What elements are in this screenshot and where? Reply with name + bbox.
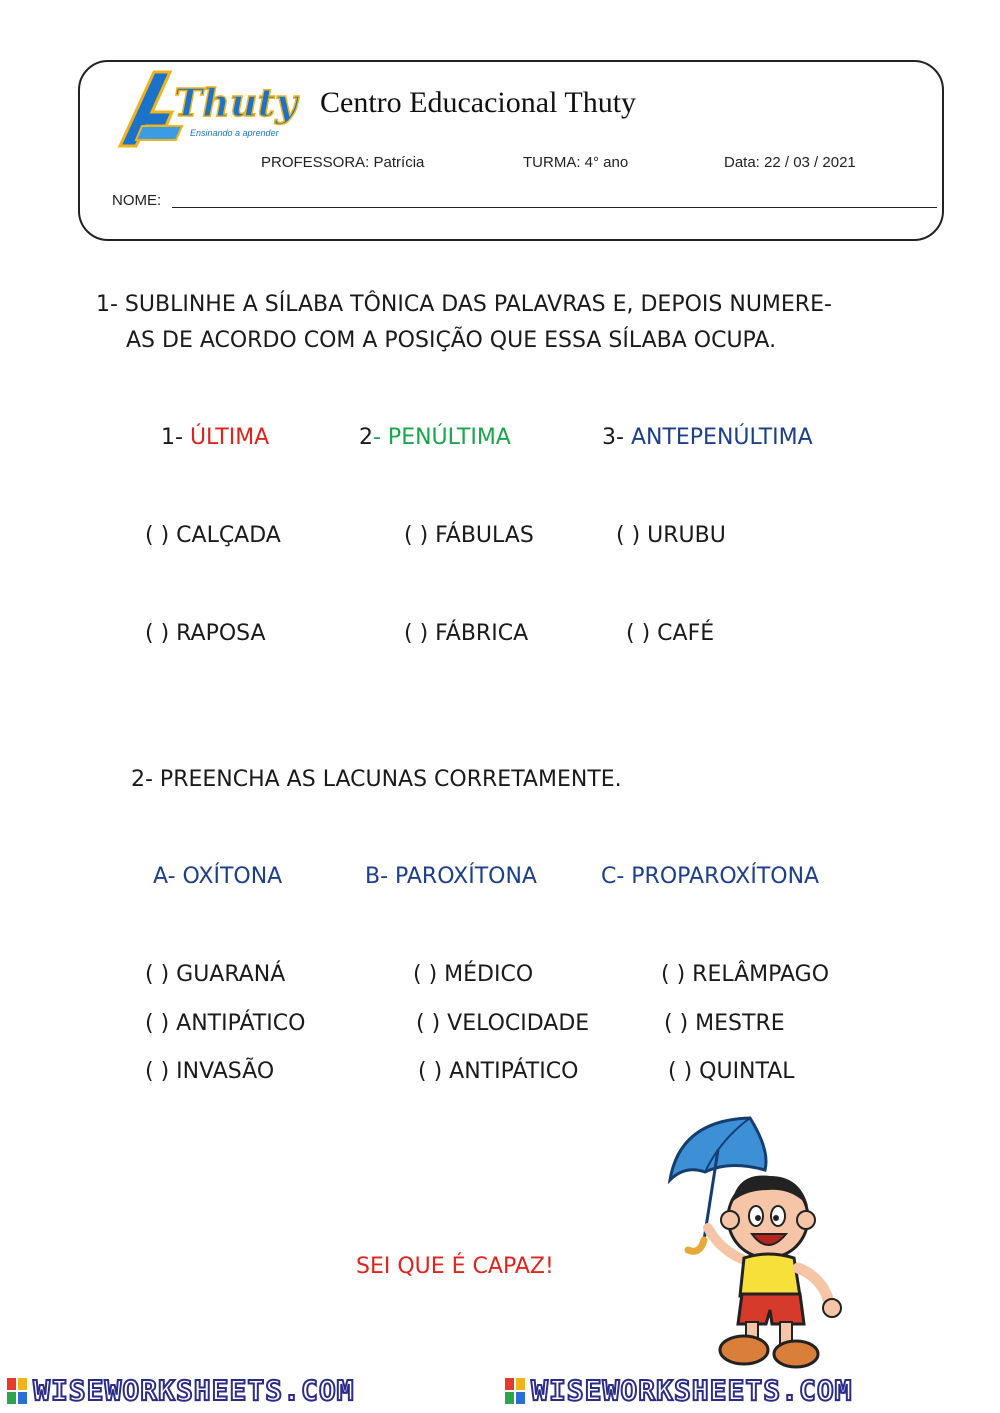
q1-instruction-line1: 1- SUBLINHE A SÍLABA TÔNICA DAS PALAVRAS E, DEPOIS NUMERE- [96, 292, 832, 317]
class-label: TURMA: 4° ano [523, 154, 629, 171]
watermark-text-left: WISEWORKSHEETS.COM [33, 1374, 355, 1407]
q1-instruction-line2: AS DE ACORDO COM A POSIÇÃO QUE ESSA SÍLABA OCUPA. [126, 328, 777, 353]
name-label: NOME: [112, 192, 162, 209]
q2-item-quintal[interactable]: ( ) QUINTAL [668, 1059, 795, 1084]
teacher-label: PROFESSORA: Patrícia [261, 154, 425, 171]
q2-legend-paroxitona: B- PAROXÍTONA [365, 864, 537, 889]
q2-item-invasao[interactable]: ( ) INVASÃO [145, 1059, 275, 1084]
q1-legend-penultima: 2- PENÚLTIMA [359, 425, 511, 450]
q1-item-urubu[interactable]: ( ) URUBU [616, 523, 726, 548]
q1-item-cafe[interactable]: ( ) CAFÉ [626, 621, 715, 646]
q2-item-mestre[interactable]: ( ) MESTRE [664, 1011, 785, 1036]
q2-item-medico[interactable]: ( ) MÉDICO [413, 962, 534, 987]
q2-legend-proparoxitona: C- PROPAROXÍTONA [601, 864, 820, 889]
watermark-logo-icon [504, 1376, 526, 1406]
date-label: Data: 22 / 03 / 2021 [724, 154, 856, 171]
q1-item-fabrica[interactable]: ( ) FÁBRICA [404, 621, 529, 646]
school-name: Centro Educacional Thuty [320, 86, 637, 119]
q2-item-relampago[interactable]: ( ) RELÂMPAGO [661, 962, 830, 987]
watermark-strip [0, 1372, 1000, 1413]
cartoon-child-umbrella-illustration [660, 1110, 870, 1372]
watermark-right [504, 1374, 853, 1407]
q2-instruction: 2- PREENCHA AS LACUNAS CORRETAMENTE. [131, 767, 622, 792]
q1-legend-antepenultima: 3- ANTEPENÚLTIMA [602, 425, 813, 450]
school-logo [112, 66, 312, 156]
q1-item-fabulas[interactable]: ( ) FÁBULAS [404, 523, 534, 548]
name-field[interactable] [172, 207, 937, 208]
watermark-logo-icon [6, 1376, 28, 1406]
q2-item-antipatico-2[interactable]: ( ) ANTIPÁTICO [418, 1059, 579, 1084]
logo-tagline: Ensinando a aprender [190, 128, 279, 138]
q2-item-antipatico-1[interactable]: ( ) ANTIPÁTICO [145, 1011, 306, 1036]
encouragement-text: SEI QUE É CAPAZ! [356, 1254, 554, 1279]
q1-legend-ultima: 1- ÚLTIMA [161, 425, 270, 450]
q2-item-guarana[interactable]: ( ) GUARANÁ [145, 962, 286, 987]
watermark-left [6, 1374, 355, 1407]
watermark-text-right: WISEWORKSHEETS.COM [531, 1374, 853, 1407]
q2-item-velocidade[interactable]: ( ) VELOCIDADE [416, 1011, 590, 1036]
q1-item-raposa[interactable]: ( ) RAPOSA [145, 621, 266, 646]
q1-item-calcada[interactable]: ( ) CALÇADA [145, 523, 281, 548]
logo-text: Thuty [174, 80, 298, 125]
q2-legend-oxitona: A- OXÍTONA [153, 864, 283, 889]
